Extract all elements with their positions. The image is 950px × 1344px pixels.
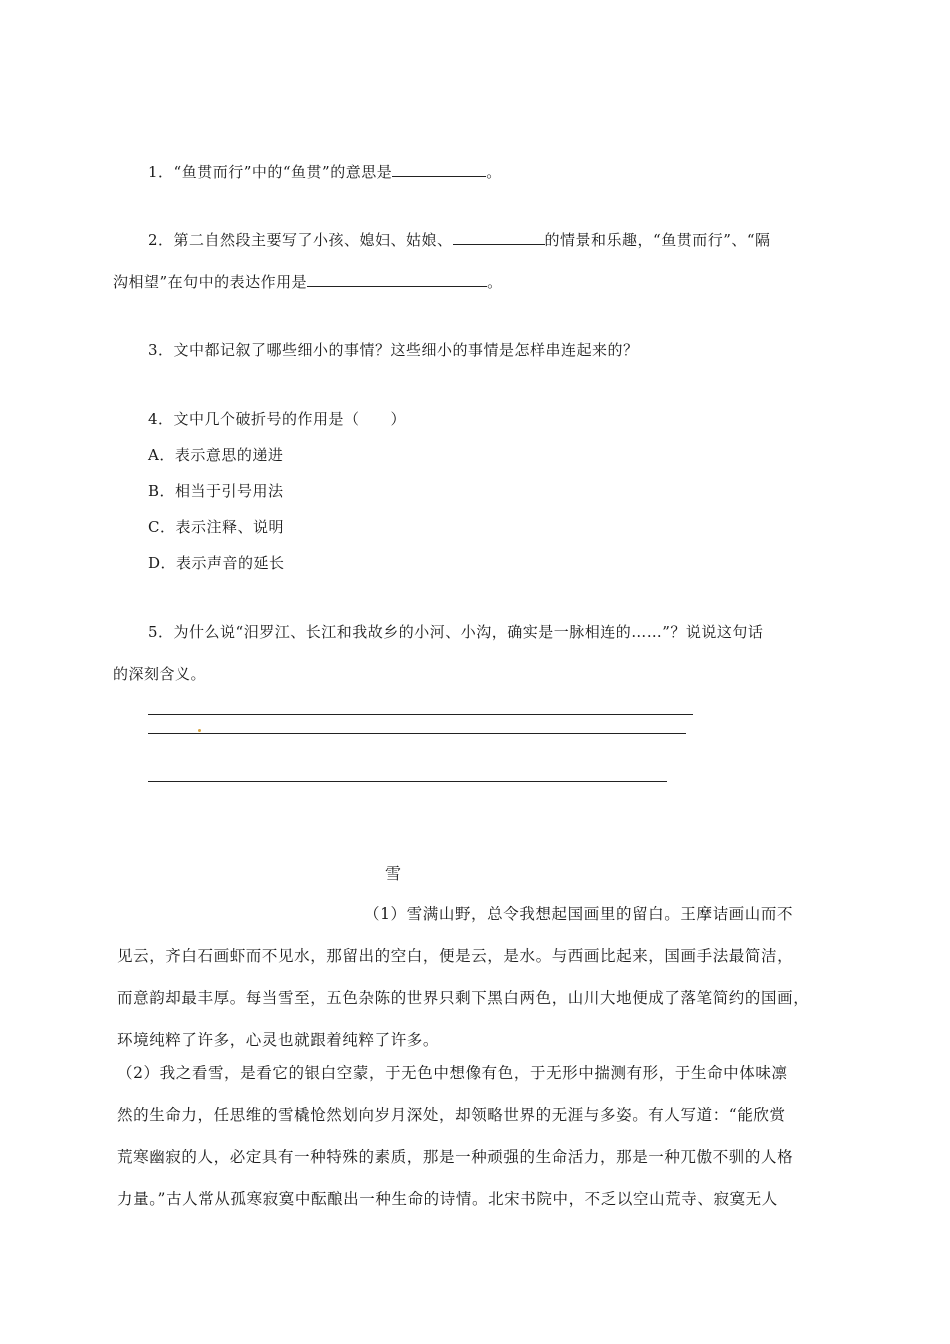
paragraph-1-line-3: 而意韵却最丰厚。每当雪至，五色杂陈的世界只剩下黑白两色，山川大地便成了落笔简约的国画，: [117, 989, 810, 1007]
answer-line[interactable]: [148, 781, 667, 782]
paragraph-1-line-1: （1）雪满山野，总令我想起国画里的留白。王摩诘画山而不: [364, 905, 794, 923]
paragraph-2-line-3: 荒寒幽寂的人，必定具有一种特殊的素质，那是一种顽强的生命活力，那是一种兀傲不驯的人格: [117, 1148, 794, 1166]
answer-line[interactable]: [148, 733, 686, 734]
question-3: 3．文中都记叙了哪些细小的事情？这些细小的事情是怎样串连起来的？: [148, 341, 639, 359]
paragraph-1-line-2: 见云，齐白石画虾而不见水，那留出的空白，便是云，是水。与西画比起来，国画手法最简洁，: [117, 947, 794, 965]
question-5-line-2: 的深刻含义。: [113, 665, 207, 683]
question-2-line-2: [113, 272, 503, 292]
question-2-line-1: [148, 230, 771, 250]
answer-line[interactable]: [148, 714, 693, 715]
paragraph-1-line-4: 环境纯粹了许多，心灵也就跟着纯粹了许多。: [117, 1031, 440, 1049]
question-1-text: 1．“鱼贯而行”中的“鱼贯”的意思是: [148, 163, 393, 181]
stray-mark: [198, 729, 201, 732]
question-5-line-1: 5．为什么说“汨罗江、长江和我故乡的小河、小沟，确实是一脉相连的……”？说说这句话: [148, 623, 764, 641]
paragraph-2-line-1: （2）我之看雪，是看它的银白空蒙，于无色中想像有色，于无形中揣测有形，于生命中体味凛: [117, 1064, 788, 1082]
option-a: A．表示意思的递进: [148, 446, 284, 464]
question-2-text-cont: 的情景和乐趣，“鱼贯而行”、“隔: [544, 231, 771, 249]
question-1: [148, 162, 502, 182]
option-b: B．相当于引号用法: [148, 482, 284, 500]
answer-blank[interactable]: [453, 230, 545, 245]
article-title: 雪: [385, 864, 402, 883]
question-2-end: 。: [487, 273, 503, 291]
option-c: C．表示注释、说明: [148, 518, 284, 536]
question-1-end: 。: [486, 163, 502, 181]
answer-blank[interactable]: [392, 162, 486, 177]
answer-blank[interactable]: [307, 272, 487, 287]
question-2-text: 2．第二自然段主要写了小孩、媳妇、姑娘、: [148, 231, 453, 249]
question-2-text-line2: 沟相望”在句中的表达作用是: [113, 273, 308, 291]
question-4-stem: 4．文中几个破折号的作用是（ ）: [148, 410, 407, 428]
paragraph-2-line-4: 力量。”古人常从孤寒寂寞中酝酿出一种生命的诗情。北宋书院中，不乏以空山荒寺、寂寞无人: [117, 1190, 778, 1208]
option-d: D．表示声音的延长: [148, 554, 285, 572]
paragraph-2-line-2: 然的生命力，任思维的雪橇怆然划向岁月深处，却领略世界的无涯与多姿。有人写道：“能欣赏: [117, 1106, 786, 1124]
